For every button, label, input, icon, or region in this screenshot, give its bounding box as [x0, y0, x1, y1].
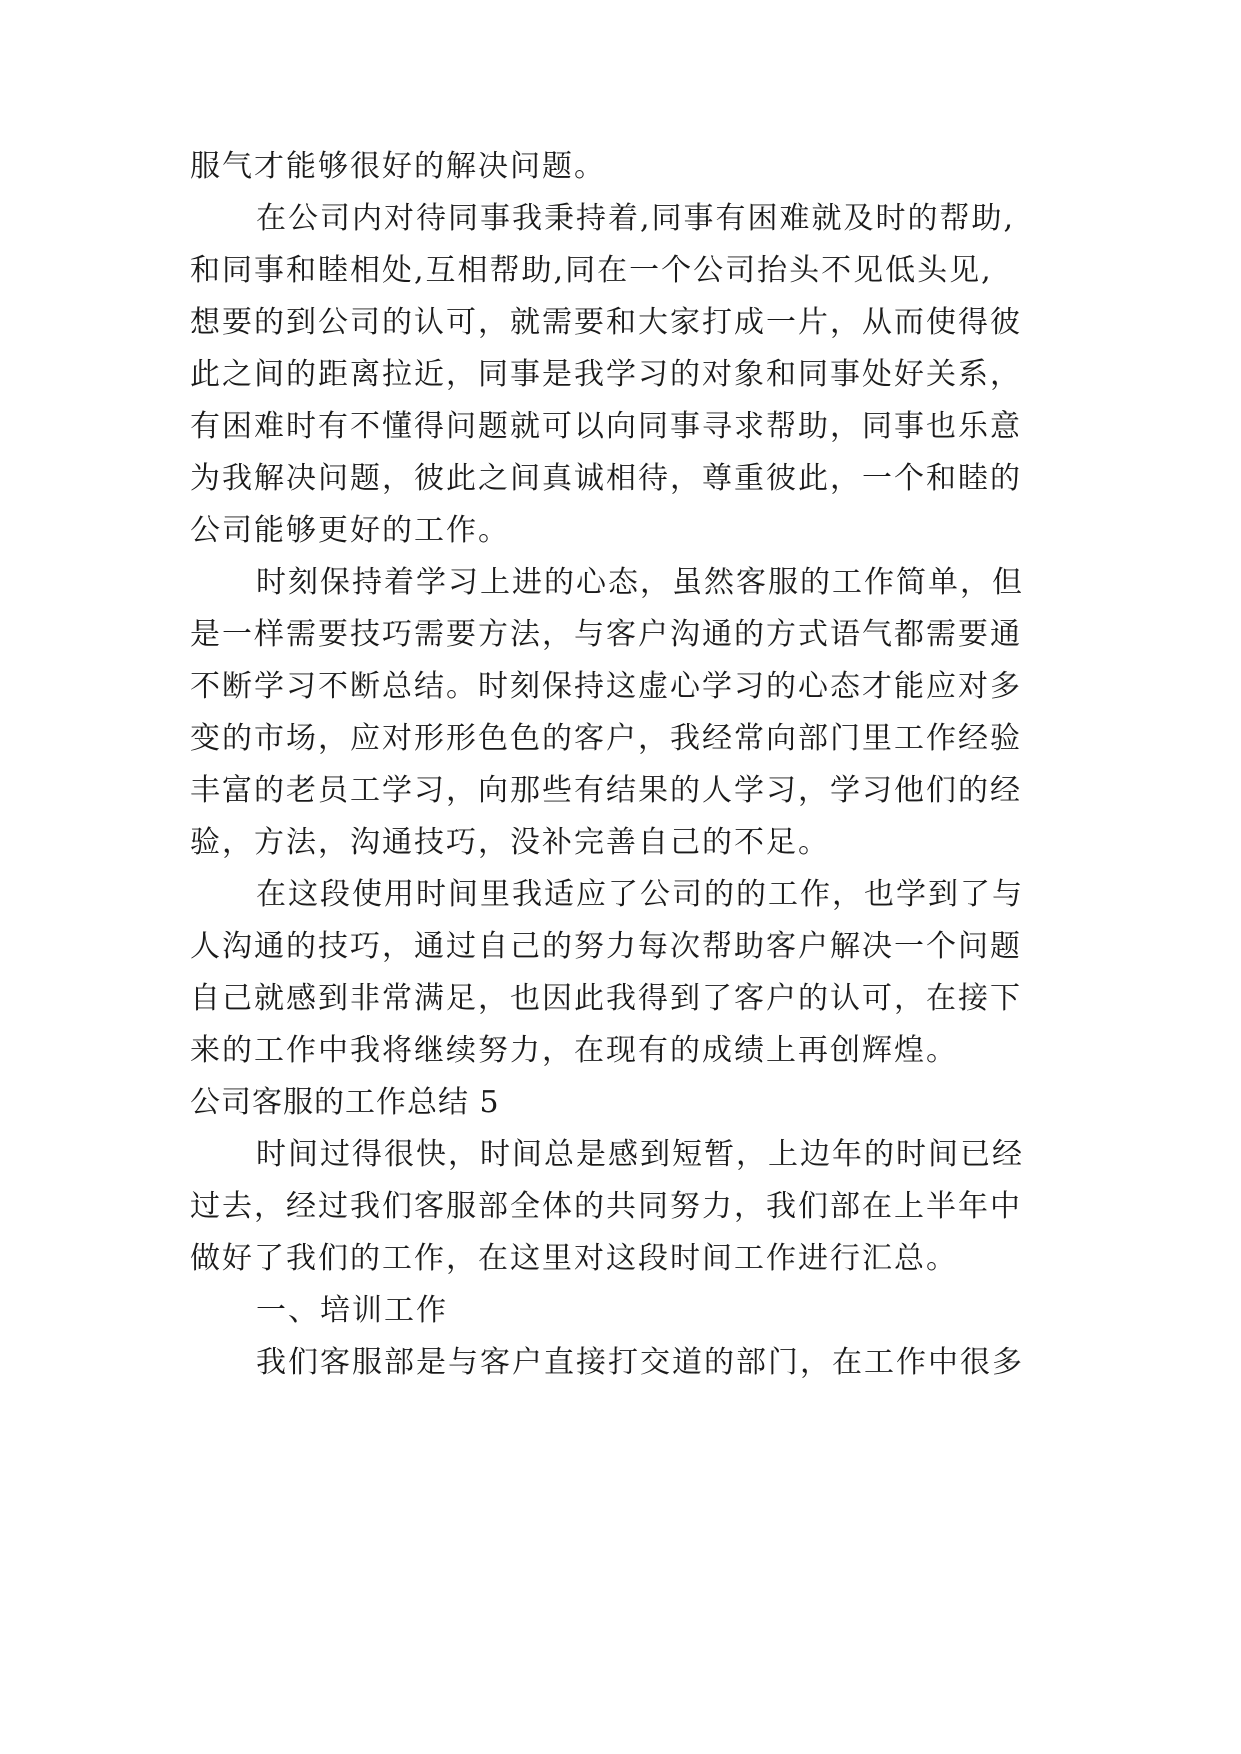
text-line: 是一样需要技巧需要方法，与客户沟通的方式语气都需要通 [190, 617, 1022, 652]
text-line: 我们客服部是与客户直接打交道的部门，在工作中很多 [256, 1345, 1024, 1380]
text-line: 丰富的老员工学习，向那些有结果的人学习，学习他们的经 [190, 773, 1022, 808]
text-line: 不断学习不断总结。时刻保持这虚心学习的心态才能应对多 [190, 669, 1022, 704]
text-line: 在这段使用时间里我适应了公司的的工作，也学到了与 [256, 877, 1024, 912]
text-line: 人沟通的技巧，通过自己的努力每次帮助客户解决一个问题 [190, 929, 1022, 964]
text-line: 此之间的距离拉近，同事是我学习的对象和同事处好关系， [190, 357, 1022, 392]
text-line: 验，方法，沟通技巧，没补完善自己的不足。 [190, 825, 830, 860]
text-line: 自己就感到非常满足，也因此我得到了客户的认可，在接下 [190, 981, 1022, 1016]
text-line: 来的工作中我将继续努力，在现有的成绩上再创辉煌。 [190, 1033, 958, 1068]
text-line: 时刻保持着学习上进的心态，虽然客服的工作简单，但 [256, 565, 1024, 600]
text-line: 和同事和睦相处,互相帮助,同在一个公司抬头不见低头见, [190, 253, 993, 288]
text-line: 为我解决问题，彼此之间真诚相待，尊重彼此，一个和睦的 [190, 461, 1022, 496]
text-line: 想要的到公司的认可，就需要和大家打成一片，从而使得彼 [190, 305, 1022, 340]
text-line: 有困难时有不懂得问题就可以向同事寻求帮助，同事也乐意 [190, 409, 1022, 444]
section-heading: 公司客服的工作总结 5 [190, 1085, 500, 1120]
text-line: 在公司内对待同事我秉持着,同事有困难就及时的帮助, [256, 201, 1016, 236]
text-line: 公司能够更好的工作。 [190, 513, 510, 548]
text-line: 服气才能够很好的解决问题。 [190, 149, 606, 184]
text-line: 变的市场，应对形形色色的客户，我经常向部门里工作经验 [190, 721, 1022, 756]
subsection-heading: 一、培训工作 [256, 1293, 448, 1328]
text-line: 过去，经过我们客服部全体的共同努力，我们部在上半年中 [190, 1189, 1022, 1224]
text-line: 做好了我们的工作，在这里对这段时间工作进行汇总。 [190, 1241, 958, 1276]
text-line: 时间过得很快，时间总是感到短暂，上边年的时间已经 [256, 1137, 1024, 1172]
